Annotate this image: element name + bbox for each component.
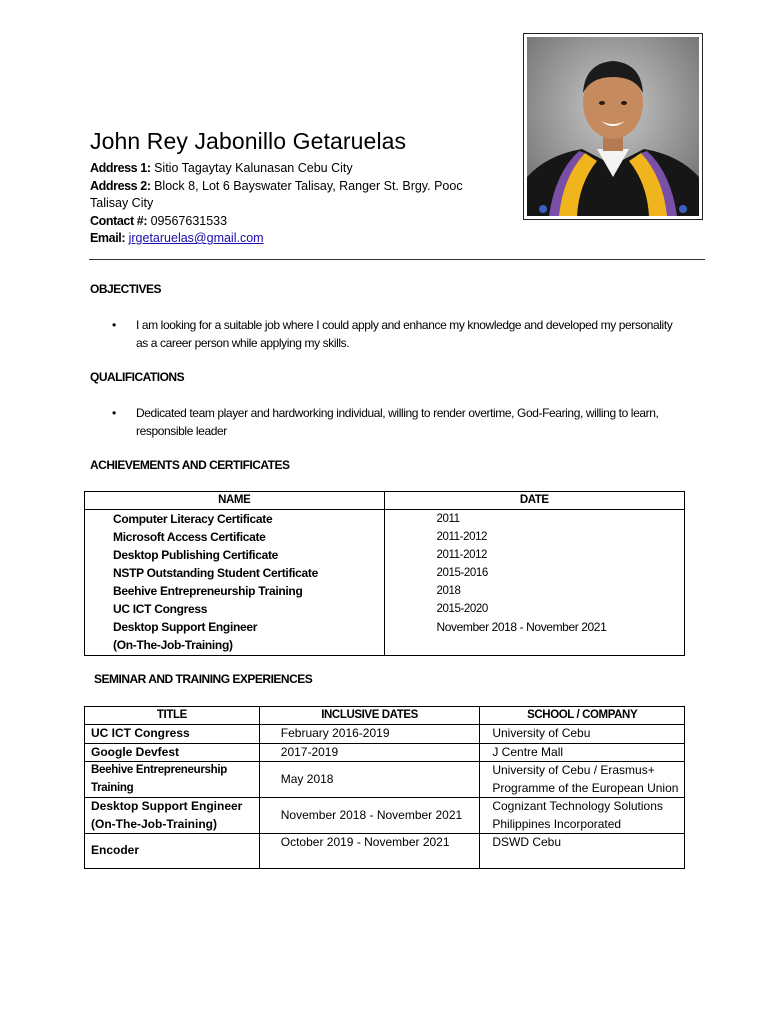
table-row: [85, 725, 685, 744]
email-line: [90, 230, 490, 248]
seminar-title: Google Devfest: [85, 743, 260, 762]
email-link[interactable]: jrgetaruelas@gmail.com: [128, 231, 264, 245]
table-row: [85, 762, 685, 798]
seminar-title: Desktop Support Engineer (On-The-Job-Training): [85, 798, 260, 834]
certificate-name: UC ICT Congress: [85, 600, 385, 618]
profile-photo: [523, 33, 703, 220]
header-divider: [89, 259, 705, 260]
certificate-date: 2011-2012: [384, 546, 684, 564]
seminar-title: Beehive Entrepreneurship Training: [85, 762, 260, 798]
seminar-school: Cognizant Technology Solutions Philippines Incorporated: [480, 798, 685, 834]
seminar-school: University of Cebu: [480, 725, 685, 744]
contact-block: [90, 160, 490, 248]
contact-label: Contact #:: [90, 213, 148, 228]
table-row: [85, 798, 685, 834]
certificate-name: Desktop Publishing Certificate: [85, 546, 385, 564]
certificate-name: [85, 618, 385, 656]
address1-line: [90, 160, 490, 178]
address1-value: Sitio Tagaytay Kalunasan Cebu City: [154, 161, 353, 175]
certificate-date: 2011-2012: [384, 528, 684, 546]
column-header-name: NAME: [85, 492, 385, 510]
contact-line: [90, 213, 490, 231]
table-row: [85, 834, 685, 869]
certificate-name: Microsoft Access Certificate: [85, 528, 385, 546]
email-label: Email:: [90, 231, 126, 245]
certificate-date: 2011: [384, 510, 684, 529]
seminar-school: J Centre Mall: [480, 743, 685, 762]
seminar-dates: November 2018 - November 2021: [259, 798, 480, 834]
objectives-heading: OBJECTIVES: [90, 282, 162, 296]
seminar-school: University of Cebu / Erasmus+ Programme of the European Union: [480, 762, 685, 798]
table-row: [85, 564, 685, 582]
certificate-name: Beehive Entrepreneurship Training: [85, 582, 385, 600]
seminar-dates: May 2018: [259, 762, 480, 798]
seminar-dates: February 2016-2019: [259, 725, 480, 744]
objectives-text: I am looking for a suitable job where I could apply and enhance my knowledge and developed my personality as a career person while applying my skills.: [136, 318, 673, 350]
address2-label: Address 2:: [90, 178, 151, 193]
certificate-name-line2: (On-The-Job-Training): [113, 637, 233, 652]
seminar-title: Encoder: [85, 834, 260, 869]
qualifications-text: Dedicated team player and hardworking individual, willing to render overtime, God-Fearing, willing to learn, responsible leader: [136, 406, 659, 438]
seminar-title: UC ICT Congress: [85, 725, 260, 744]
qualifications-heading: QUALIFICATIONS: [90, 370, 185, 384]
table-header-row: [85, 492, 685, 510]
certificate-date: 2015-2016: [384, 564, 684, 582]
column-header-date: DATE: [384, 492, 684, 510]
column-header-school-company: SCHOOL / COMPANY: [480, 707, 685, 725]
column-header-inclusive-dates: INCLUSIVE DATES: [259, 707, 480, 725]
certificate-name: NSTP Outstanding Student Certificate: [85, 564, 385, 582]
seminars-heading: SEMINAR AND TRAINING EXPERIENCES: [94, 672, 313, 686]
table-row: [85, 546, 685, 564]
address1-label: Address 1:: [90, 161, 151, 175]
seminar-dates: October 2019 - November 2021: [259, 834, 480, 869]
achievements-heading: ACHIEVEMENTS AND CERTIFICATES: [90, 458, 290, 472]
qualifications-bullet: [112, 405, 682, 440]
table-row: [85, 618, 685, 656]
objectives-bullet: [112, 317, 682, 352]
address2-line: [90, 178, 490, 213]
table-row: [85, 600, 685, 618]
seminar-dates: 2017-2019: [259, 743, 480, 762]
contact-value: 09567631533: [150, 213, 228, 228]
column-header-title: TITLE: [85, 707, 260, 725]
graduation-portrait-image: [527, 37, 699, 216]
certificate-name-line1: Desktop Support Engineer: [113, 620, 258, 634]
table-row: [85, 528, 685, 546]
certificate-name: Computer Literacy Certificate: [85, 510, 385, 529]
bullet-icon: •: [112, 318, 116, 332]
seminars-table: [84, 706, 685, 869]
achievements-table: [84, 491, 685, 656]
certificate-date: 2018: [384, 582, 684, 600]
seminar-school: DSWD Cebu: [480, 834, 685, 869]
table-row: [85, 743, 685, 762]
table-row: [85, 582, 685, 600]
table-header-row: [85, 707, 685, 725]
bullet-icon: •: [112, 406, 116, 420]
address2-value: Block 8, Lot 6 Bayswater Talisay, Ranger St. Brgy. Pooc Talisay City: [90, 178, 463, 210]
certificate-date: November 2018 - November 2021: [384, 618, 684, 656]
table-row: [85, 510, 685, 529]
applicant-name: John Rey Jabonillo Getaruelas: [90, 128, 407, 154]
certificate-date: 2015-2020: [384, 600, 684, 618]
